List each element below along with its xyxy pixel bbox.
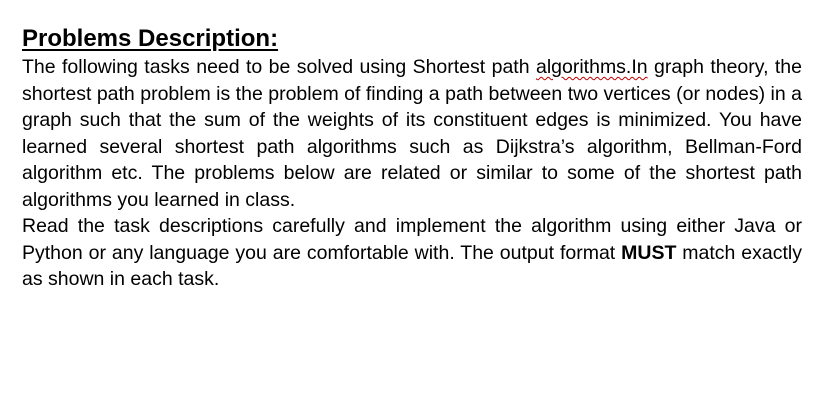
section-heading: Problems Description: xyxy=(22,25,279,52)
instructions-text-end: match exactly as shown in each task. xyxy=(22,241,802,290)
document-page xyxy=(22,24,802,293)
instructions-text-start: Read the task descriptions carefully and implement the algorithm using either Java or Python or any language you are comfortable with. The output format xyxy=(22,215,802,264)
intro-text-end: graph theory, the shortest path problem is the problem of finding a path between two vertices (or nodes) in a graph such that the sum of the weights of its constituent edges is minimized. You have learned several shortest path algorithms such as Dijkstra’s algorithm, Bellman-Ford algorithm etc. The problems below are related or similar to some of the shortest path algorithms you learned in class. xyxy=(22,56,803,211)
spellcheck-flagged-word[interactable]: algorithms.In xyxy=(535,56,648,78)
intro-text-start: The following tasks need to be solved using Shortest path xyxy=(22,56,536,78)
emphasis-must: MUST xyxy=(621,241,677,264)
paragraph-intro xyxy=(22,54,802,213)
paragraph-instructions xyxy=(22,213,802,293)
